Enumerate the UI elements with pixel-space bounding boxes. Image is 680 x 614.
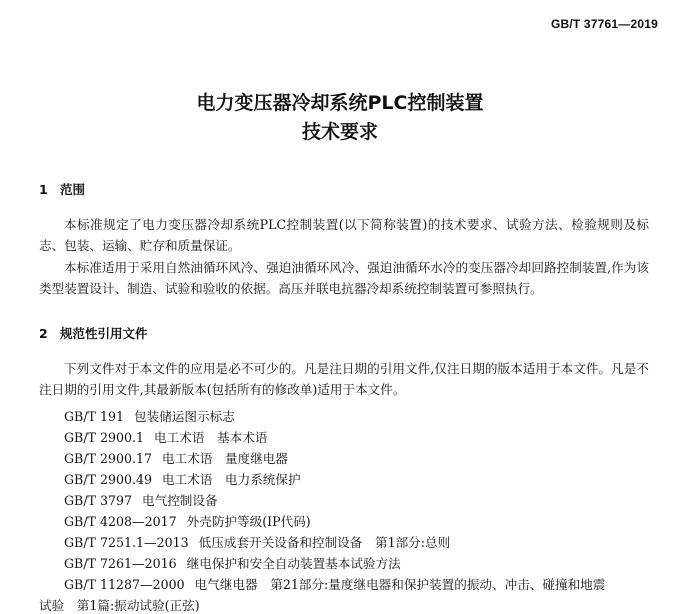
- reference-code: GB/T 3797: [64, 493, 133, 508]
- reference-title: 电工术语 电力系统保护: [162, 472, 301, 487]
- scope-paragraph-2: 本标准适用于采用自然油循环风冷、强迫油循环风冷、强迫油循环水冷的变压器冷却回路控制装置,作为该类型装置设计、制造、试验和验收的依据。高压并联电抗器冷却系统控制装置可参照执行。: [39, 260, 649, 296]
- document-subtitle: 技术要求: [301, 121, 378, 143]
- reference-item: [64, 448, 288, 467]
- reference-code: GB/T 2900.17: [64, 451, 153, 466]
- reference-item: [64, 490, 218, 509]
- reference-title: 电气继电器 第21部分:量度继电器和保护装置的振动、冲击、碰撞和地震: [194, 577, 606, 592]
- section-title: 规范性引用文件: [60, 326, 148, 341]
- reference-item: [64, 532, 450, 551]
- document-title: 电力变压器冷却系统PLC控制装置: [196, 92, 484, 114]
- reference-item: [64, 427, 267, 446]
- section-number: 1: [39, 182, 48, 197]
- section-title: 范围: [60, 182, 86, 197]
- reference-code: GB/T 11287—2000: [64, 577, 185, 592]
- reference-title: 电工术语 量度继电器: [162, 451, 288, 466]
- reference-title: 电气控制设备: [142, 493, 218, 508]
- reference-code: GB/T 191: [64, 409, 124, 424]
- reference-code: GB/T 2900.49: [64, 472, 153, 487]
- references-intro-paragraph: 下列文件对于本文件的应用是必不可少的。凡是注日期的引用文件,仅注日期的版本适用于本文件。凡是不注日期的引用文件,其最新版本(包括所有的修改单)适用于本文件。: [39, 361, 649, 397]
- reference-continuation: 试验 第1篇:振动试验(正弦): [39, 598, 200, 613]
- reference-item: [64, 574, 605, 593]
- reference-item: [64, 511, 311, 530]
- section-heading-normative-references: [39, 324, 148, 342]
- reference-title: 继电保护和安全自动装置基本试验方法: [186, 556, 401, 571]
- reference-item: [64, 553, 401, 572]
- reference-title: 低压成套开关设备和控制设备 第1部分:总则: [198, 535, 451, 550]
- reference-title: 包装储运图示标志: [134, 409, 235, 424]
- reference-item: [64, 406, 235, 425]
- reference-code: GB/T 7261—2016: [64, 556, 177, 571]
- standard-number: GB/T 37761—2019: [550, 17, 658, 31]
- section-number: 2: [39, 326, 48, 341]
- reference-code: GB/T 4208—2017: [64, 514, 177, 529]
- reference-title: 电工术语 基本术语: [154, 430, 268, 445]
- reference-code: GB/T 7251.1—2013: [64, 535, 189, 550]
- section-heading-scope: [39, 180, 85, 198]
- scope-paragraph-1: 本标准规定了电力变压器冷却系统PLC控制装置(以下简称装置)的技术要求、试验方法、检验规则及标志、包装、运输、贮存和质量保证。: [39, 217, 649, 253]
- reference-code: GB/T 2900.1: [64, 430, 145, 445]
- reference-item: [64, 469, 301, 488]
- reference-title: 外壳防护等级(IP代码): [186, 514, 311, 529]
